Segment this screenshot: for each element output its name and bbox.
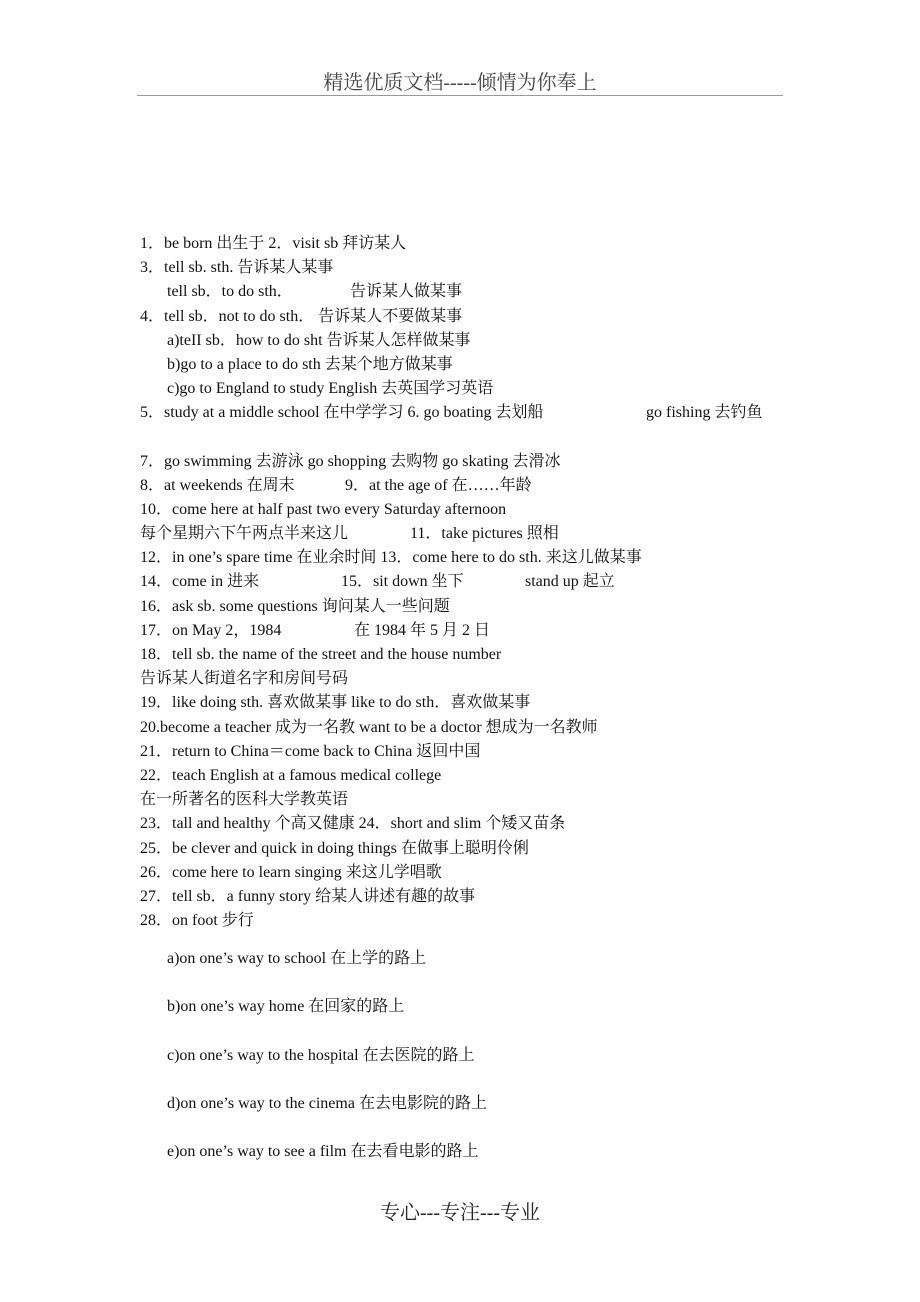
phrase-text: 告诉某人做某事	[350, 283, 463, 301]
phrase-text: 每个星期六下午两点半来这儿	[140, 525, 349, 543]
phrase-text: 20.become a teacher 成为一名教 want to be a doctor 想成为一名教师	[140, 718, 598, 736]
phrase-text: 9．at the age of 在……年龄	[345, 476, 532, 494]
page-header: 精选优质文档-----倾情为你奉上	[323, 72, 597, 94]
phrase-text: 22．teach English at a famous medical college	[140, 766, 442, 784]
phrase-text: a)teII sb．how to do sht 告诉某人怎样做某事	[167, 331, 471, 349]
list-item	[140, 1044, 800, 1068]
phrase-text: 14．come in 进来	[140, 573, 260, 591]
phrase-text: 在 1984 年 5 月 2 日	[354, 621, 491, 639]
phrase-text: 12．in one’s spare time 在业余时间 13．come here to do sth. 来这儿做某事	[140, 549, 642, 567]
list-item	[140, 788, 800, 812]
list-item	[140, 1092, 800, 1116]
phrase-text: 27．tell sb．a funny story 给某人讲述有趣的故事	[140, 887, 476, 905]
phrase-text: 3．tell sb. sth. 告诉某人某事	[140, 259, 334, 277]
phrase-text: 4．tell sb．not to do sth． 告诉某人不要做某事	[140, 307, 463, 325]
list-item	[140, 450, 800, 474]
phrase-text: 11．take pictures 照相	[410, 525, 559, 543]
list-item	[140, 232, 800, 256]
phrase-text: b)go to a place to do sth 去某个地方做某事	[167, 355, 453, 373]
phrase-text: 告诉某人街道名字和房间号码	[140, 670, 349, 688]
list-item	[140, 280, 800, 304]
list-item	[140, 498, 800, 522]
list-item	[140, 546, 800, 570]
list-item	[140, 474, 800, 498]
phrase-text: 23．tall and healthy 个高又健康 24．short and slim 个矮又苗条	[140, 815, 566, 833]
phrase-text: 25．be clever and quick in doing things 在做事上聪明伶俐	[140, 839, 529, 857]
list-item	[140, 995, 800, 1019]
vocabulary-list	[140, 232, 800, 1164]
list-item	[140, 522, 800, 546]
phrase-text: stand up 起立	[525, 573, 615, 591]
page-footer: 专心---专注---专业	[380, 1202, 540, 1224]
phrase-text: 5．study at a middle school 在中学学习 6. go boating 去划船	[140, 404, 544, 422]
phrase-text: c)go to England to study English 去英国学习英语	[167, 380, 494, 398]
phrase-text: 15．sit down 坐下	[341, 573, 464, 591]
phrase-text: d)on one’s way to the cinema 在去电影院的路上	[167, 1094, 487, 1112]
phrase-text: 7．go swimming 去游泳 go shopping 去购物 go skating 去滑冰	[140, 452, 561, 470]
list-item	[140, 837, 800, 861]
phrase-text: tell sb．to do sth．	[167, 283, 293, 301]
phrase-text: 19．like doing sth. 喜欢做某事 like to do sth．喜欢做某事	[140, 694, 531, 712]
phrase-text: 18．tell sb. the name of the street and the house number	[140, 646, 502, 663]
list-item	[140, 643, 800, 667]
phrase-text: 8．at weekends 在周末	[140, 476, 295, 494]
list-item	[140, 619, 800, 643]
list-item	[140, 716, 800, 740]
list-item	[140, 691, 800, 715]
list-item	[140, 885, 800, 909]
list-item	[140, 377, 800, 401]
phrase-text: c)on one’s way to the hospital 在去医院的路上	[167, 1046, 475, 1064]
list-item	[140, 812, 800, 836]
phrase-text: 10．come here at half past two every Saturday afternoon	[140, 500, 507, 518]
phrase-text: go fishing 去钓鱼	[646, 404, 763, 422]
list-item	[140, 256, 800, 280]
list-item	[140, 909, 800, 933]
spacer	[140, 1068, 800, 1092]
list-item	[140, 595, 800, 619]
phrase-text: 1．be born 出生于 2．visit sb 拜访某人	[140, 235, 407, 252]
list-item	[140, 353, 800, 377]
list-item	[140, 305, 800, 329]
phrase-text: 28．on foot 步行	[140, 912, 254, 930]
list-item	[140, 740, 800, 764]
spacer	[140, 1116, 800, 1140]
spacer	[140, 1020, 800, 1044]
phrase-text: 26．come here to learn singing 来这儿学唱歌	[140, 863, 442, 881]
spacer	[140, 426, 800, 450]
phrase-text: 16．ask sb. some questions 询问某人一些问题	[140, 597, 450, 615]
spacer	[140, 971, 800, 995]
list-item	[140, 947, 800, 971]
list-item	[140, 667, 800, 691]
phrase-text: 21．return to China＝come back to China 返回中国	[140, 742, 481, 760]
phrase-text: 17．on May 2，1984	[140, 621, 282, 639]
list-item	[140, 570, 800, 594]
phrase-text: a)on one’s way to school 在上学的路上	[167, 950, 427, 968]
spacer	[140, 933, 800, 947]
list-item	[140, 1140, 800, 1164]
list-item	[140, 401, 800, 425]
phrase-text: b)on one’s way home 在回家的路上	[167, 998, 405, 1016]
list-item	[140, 861, 800, 885]
list-item	[140, 329, 800, 353]
header-divider	[137, 95, 783, 96]
phrase-text: e)on one’s way to see a film 在去看电影的路上	[167, 1143, 479, 1160]
phrase-text: 在一所著名的医科大学教英语	[140, 791, 349, 809]
list-item	[140, 764, 800, 788]
